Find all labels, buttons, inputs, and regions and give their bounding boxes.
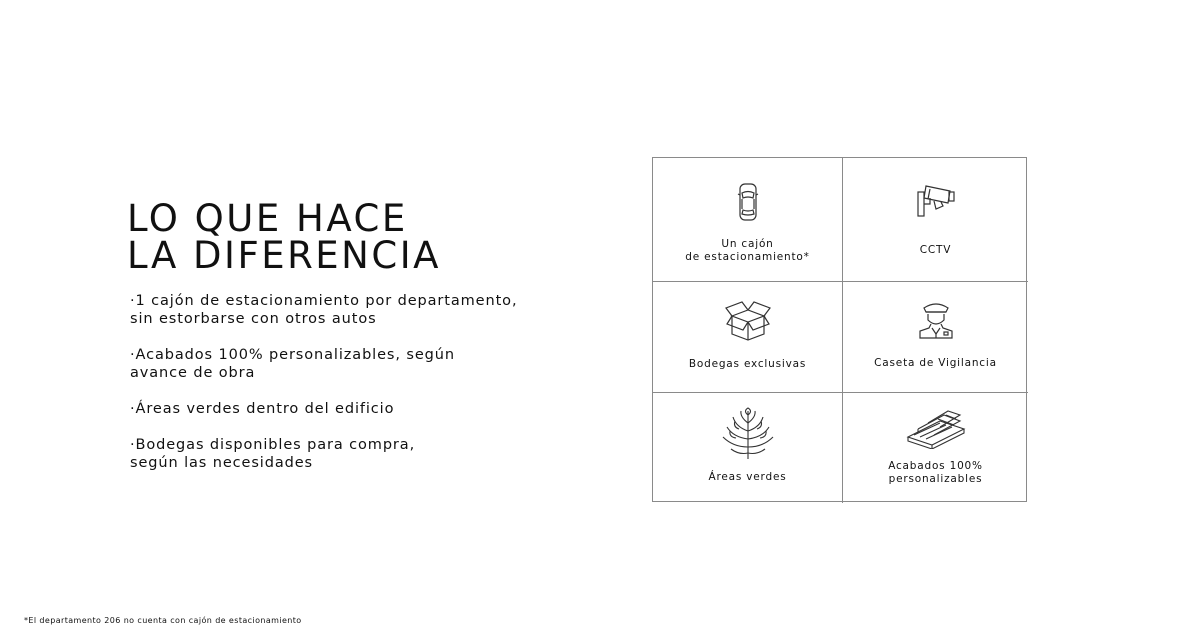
amenity-label-storage: Bodegas exclusivas bbox=[688, 358, 807, 370]
bullet-item-finishes: ·Acabados 100% personalizables, según avance de obra bbox=[130, 347, 455, 381]
plant-icon bbox=[721, 407, 775, 461]
amenity-label-cctv: CCTV bbox=[919, 244, 952, 256]
amenity-label-security-booth: Caseta de Vigilancia bbox=[874, 357, 997, 369]
page-title-line-2: LA DIFERENCIA bbox=[127, 234, 441, 277]
wood-planks-icon bbox=[904, 409, 968, 449]
amenity-cell-cctv bbox=[843, 158, 1028, 282]
amenity-cell-green-areas bbox=[653, 393, 843, 503]
bullet-item-storage: ·Bodegas disponibles para compra, según las necesidades bbox=[130, 437, 416, 471]
security-guard-icon bbox=[916, 300, 956, 340]
amenity-label-finishes: Acabados 100% personalizables bbox=[888, 460, 983, 485]
storage-box-icon bbox=[724, 300, 772, 342]
amenity-cell-security-booth bbox=[843, 282, 1028, 393]
page-title bbox=[127, 197, 441, 277]
amenities-grid bbox=[652, 157, 1027, 502]
feature-bullet-list bbox=[130, 292, 550, 490]
page-title-line-1: LO QUE HACE bbox=[127, 197, 408, 240]
footnote: *El departamento 206 no cuenta con cajón de estacionamiento bbox=[24, 616, 302, 625]
amenity-cell-parking bbox=[653, 158, 843, 282]
car-icon bbox=[737, 182, 759, 222]
amenity-cell-storage bbox=[653, 282, 843, 393]
amenity-cell-finishes bbox=[843, 393, 1028, 503]
security-camera-icon bbox=[916, 182, 956, 220]
amenity-label-parking: Un cajón de estacionamiento* bbox=[685, 238, 810, 263]
amenity-label-green-areas: Áreas verdes bbox=[708, 471, 787, 483]
bullet-item-parking: ·1 cajón de estacionamiento por departamento, sin estorbarse con otros autos bbox=[130, 293, 518, 327]
bullet-item-green-areas: ·Áreas verdes dentro del edificio bbox=[130, 401, 395, 417]
